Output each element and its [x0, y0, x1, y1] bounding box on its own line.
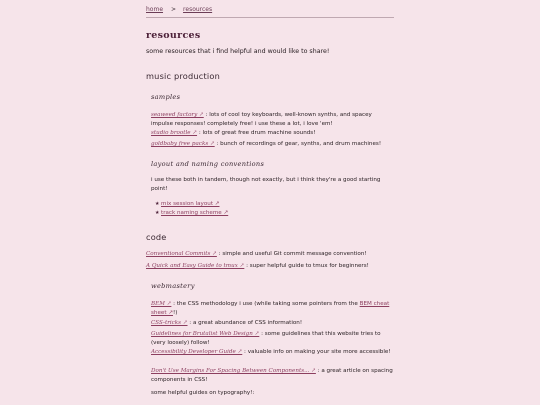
link-track-naming-scheme[interactable]: track naming scheme ↗ — [161, 210, 229, 216]
resource-item — [151, 330, 394, 347]
resource-item — [146, 250, 394, 259]
resource-link-tmux-guide[interactable]: A Quick and Easy Guide to tmux ↗ — [146, 263, 245, 269]
subheading-samples: samples — [151, 93, 181, 101]
layout-description: i use these both in tandem, though not exactly, but i think they're a good starting point! — [151, 177, 381, 192]
resource-link-seaweed-factory[interactable]: seaweed factory ↗ — [151, 112, 204, 118]
resource-link-brutalist-web-design[interactable]: Guidelines for Brutalist Web Design ↗ — [151, 331, 260, 337]
page-title: resources — [146, 30, 201, 41]
resource-description: : super helpful guide to tmux for beginners! — [244, 263, 369, 269]
section-heading-music-production: music production — [146, 71, 220, 81]
resource-item — [151, 111, 394, 128]
subheading-webmastery: webmastery — [151, 282, 195, 290]
section-heading-code: code — [146, 232, 167, 242]
resource-description: : valuable info on making your site more accessible! — [242, 349, 391, 355]
bullet-icon: ★ — [155, 210, 160, 216]
breadcrumb-home-link[interactable]: home — [146, 6, 164, 13]
resource-link-bem[interactable]: BEM ↗ — [151, 301, 172, 307]
list-item — [155, 209, 228, 218]
resource-description: : a great article on spacing components in CSS! — [151, 368, 393, 383]
breadcrumb-current-link[interactable]: resources — [183, 6, 213, 13]
resource-description: : some guidelines that this website tries to (very loosely) follow! — [151, 331, 381, 346]
subheading-layout-naming: layout and naming conventions — [151, 160, 265, 168]
resource-description: : the CSS methodology i use (while taking some pointers from the — [171, 301, 360, 307]
bullet-icon: ★ — [155, 201, 160, 207]
resource-description: : lots of great free drum machine sounds! — [197, 130, 316, 136]
resource-description-tail: !) — [173, 309, 178, 316]
resource-item — [146, 262, 394, 271]
layout-links-list — [155, 200, 228, 218]
resource-item — [151, 129, 394, 138]
resource-link-css-tricks[interactable]: CSS-tricks ↗ — [151, 320, 188, 326]
typography-intro: some helpful guides on typography!: — [151, 390, 255, 396]
resource-link-studio-brootle[interactable]: studio brootle ↗ — [151, 130, 198, 136]
resource-item — [151, 300, 394, 317]
breadcrumb — [146, 6, 212, 13]
breadcrumb-separator: > — [171, 6, 177, 13]
resource-link-goldbaby[interactable]: goldbaby free packs ↗ — [151, 141, 215, 147]
resource-description: : bunch of recordings of gear, synths, and drum machines! — [214, 141, 382, 147]
resource-link-conventional-commits[interactable]: Conventional Commits ↗ — [146, 251, 217, 257]
link-mix-session-layout[interactable]: mix session layout ↗ — [161, 201, 220, 207]
resource-description: : a great abundance of CSS information! — [187, 320, 303, 326]
resource-item — [151, 348, 394, 357]
page-intro: some resources that i find helpful and would like to share! — [146, 48, 330, 55]
resource-item — [151, 140, 394, 149]
resource-description: : lots of cool toy keyboards, well-known synths, and spacey impulse responses! completely free! i use these a lot, i love 'em! — [151, 112, 372, 127]
resource-description: : simple and useful Git commit message convention! — [216, 251, 367, 257]
resource-link-accessibility-guide[interactable]: Accessibility Developer Guide ↗ — [151, 349, 243, 355]
resource-item — [151, 319, 394, 328]
resource-link-margins-article[interactable]: Don't Use Margins For Spacing Between Components... ↗ — [151, 368, 316, 374]
resource-link-bem-cheat-sheet[interactable]: BEM cheat sheet ↗ — [151, 301, 390, 316]
header-divider — [146, 17, 394, 18]
resource-item — [151, 367, 394, 384]
list-item — [155, 200, 228, 209]
